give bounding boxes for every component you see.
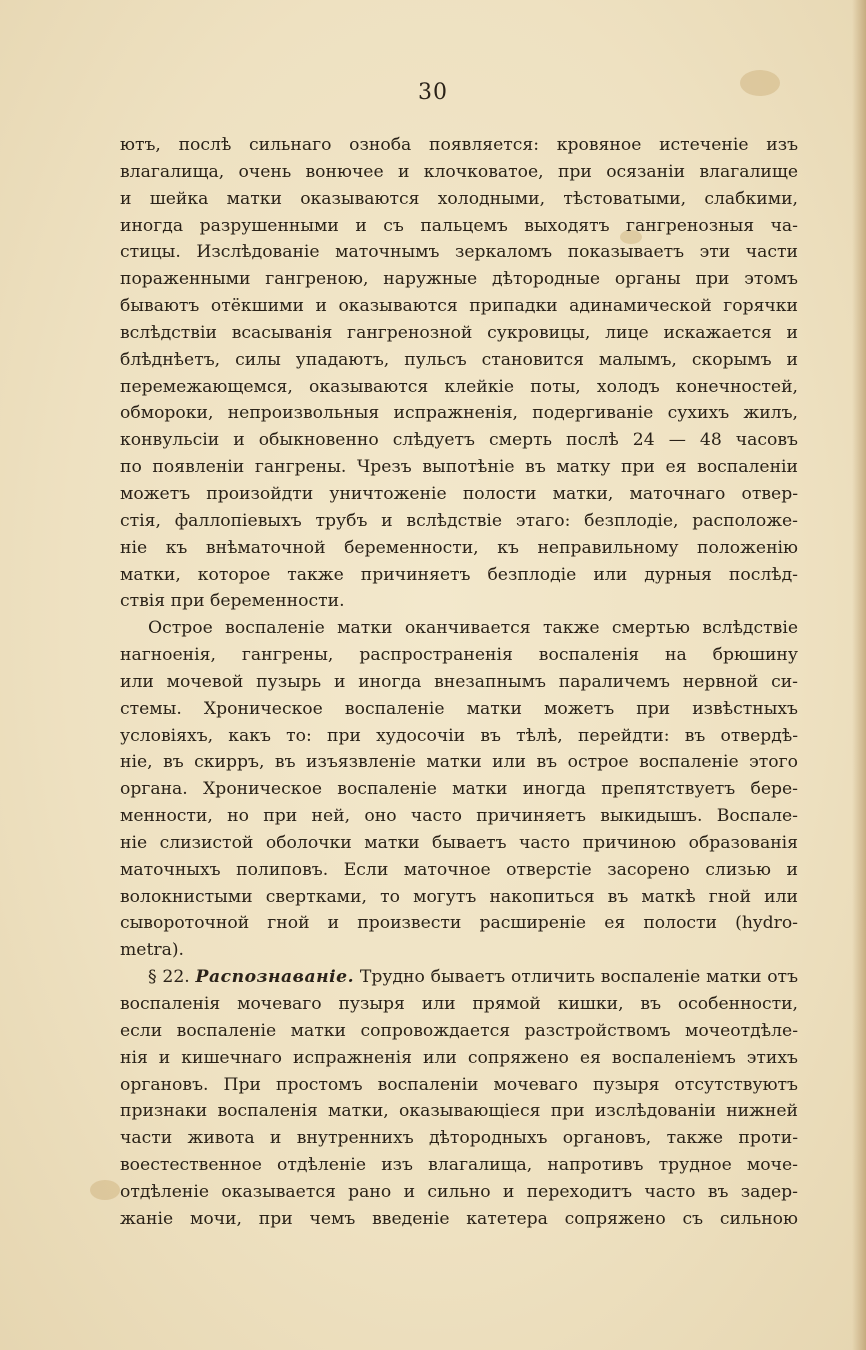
page-edge-shadow [852, 0, 866, 1350]
text-line: условіяхъ, какъ то: при худосочіи въ тѣлѣ, перейдти: въ отвердѣ- [120, 725, 798, 746]
text-line: жаніе мочи, при чемъ введеніе катетера сопряжено съ сильною [120, 1208, 798, 1229]
text-line: Острое воспаленіе матки оканчивается также смертью вслѣдствіе [148, 618, 798, 639]
text-line: менности, но при ней, оно часто причиняетъ выкидышъ. Воспале- [120, 806, 798, 827]
text-line: перемежающемся, оказываются клейкіе поты, холодъ конечностей, [120, 376, 798, 397]
text-line: ніе къ внѣматочной беременности, къ неправильному положенію [120, 537, 798, 558]
text-line: органа. Хроническое воспаленіе матки иногда препятствуетъ бере- [120, 779, 798, 800]
text-line: нія и кишечнаго испражненія или сопряжено ея воспаленіемъ этихъ [120, 1047, 798, 1068]
text-line: вслѣдствіи всасыванія гангренозной сукровицы, лице искажается и [120, 322, 798, 343]
text-line: блѣднѣетъ, силы упадаютъ, пульсъ становится малымъ, скорымъ и [120, 349, 798, 370]
text-line: органовъ. При простомъ воспаленіи мочеваго пузыря отсутствуютъ [120, 1074, 798, 1095]
page-number: 30 [418, 80, 448, 105]
text-line: ствія при беременности. [120, 591, 345, 612]
text-line: иногда разрушенными и съ пальцемъ выходятъ гангренозныя ча- [120, 215, 798, 236]
text-line: конвульсіи и обыкновенно слѣдуетъ смерть послѣ 24 — 48 часовъ [120, 430, 798, 451]
text-line: стемы. Хроническое воспаленіе матки можетъ при извѣстныхъ [120, 698, 798, 719]
text-line: обмороки, непроизвольныя испражненія, подергиваніе сухихъ жилъ, [120, 403, 798, 424]
text-line: стицы. Изслѣдованіе маточнымъ зеркаломъ показываетъ эти части [120, 242, 798, 263]
section-number: § 22. [148, 967, 190, 988]
text-line: по появленіи гангрены. Чрезъ выпотѣніе въ матку при ея воспаленіи [120, 457, 798, 478]
paper-stain [90, 1180, 120, 1200]
text-line: отдѣленіе оказывается рано и сильно и переходитъ часто въ задер- [120, 1181, 798, 1202]
text-line: стія, фаллопіевыхъ трубъ и вслѣдствіе этаго: безплодіе, расположе- [120, 510, 798, 531]
text-line: влагалища, очень вонючее и клочковатое, при осязаніи влагалище [120, 161, 798, 182]
text-line: воспаленія мочеваго пузыря или прямой кишки, въ особенности, [120, 994, 798, 1014]
text-line: и шейка матки оказываются холодными, тѣстоватыми, слабкими, [120, 188, 798, 209]
text-line: маточныхъ полиповъ. Если маточное отверстіе засорено слизью и [120, 859, 798, 880]
text-line: если воспаленіе матки сопровождается разстройствомъ мочеотдѣле- [120, 1020, 798, 1041]
text-line: бываютъ отёкшими и оказываются припадки адинамической горячки [120, 296, 798, 317]
text-line: матки, которое также причиняетъ безплодіе или дурныя послѣд- [120, 564, 798, 585]
text-line: ніе, въ скирръ, въ изъязвленіе матки или въ острое воспаленіе этого [120, 752, 798, 773]
text-line: пораженными гангреною, наружные дѣтородные органы при этомъ [120, 269, 798, 290]
text-line: или мочевой пузырь и иногда внезапнымъ параличемъ нервной си- [120, 671, 798, 692]
text-line: части живота и внутреннихъ дѣтородныхъ органовъ, также проти- [120, 1128, 798, 1149]
text-line: ютъ, послѣ сильнаго озноба появляется: кровяное истеченіе изъ [120, 135, 798, 155]
text-line: metra). [120, 940, 185, 961]
section-heading: Распознаваніе. [195, 967, 355, 988]
text-line: можетъ произойдти уничтоженіе полости матки, маточнаго отвер- [120, 483, 798, 504]
text-line: ніе слизистой оболочки матки бываетъ часто причиною образованія [120, 832, 798, 853]
text-line-rest: Трудно бываетъ отличить воспаленіе матки отъ [359, 967, 798, 988]
text-line: нагноенія, гангрены, распространенія воспаленія на брюшину [120, 645, 798, 666]
text-line: воестественное отдѣленіе изъ влагалища, напротивъ трудное моче- [120, 1155, 798, 1176]
text-line: волокнистыми свертками, то могутъ накопиться въ маткѣ гной или [120, 886, 798, 907]
text-line: сывороточной гной и произвести расширеніе ея полости (hydro- [120, 913, 798, 934]
text-line: признаки воспаленія матки, оказывающіеся при изслѣдованіи нижней [120, 1101, 798, 1122]
section-heading-line [120, 964, 798, 991]
body-text [120, 132, 798, 1233]
